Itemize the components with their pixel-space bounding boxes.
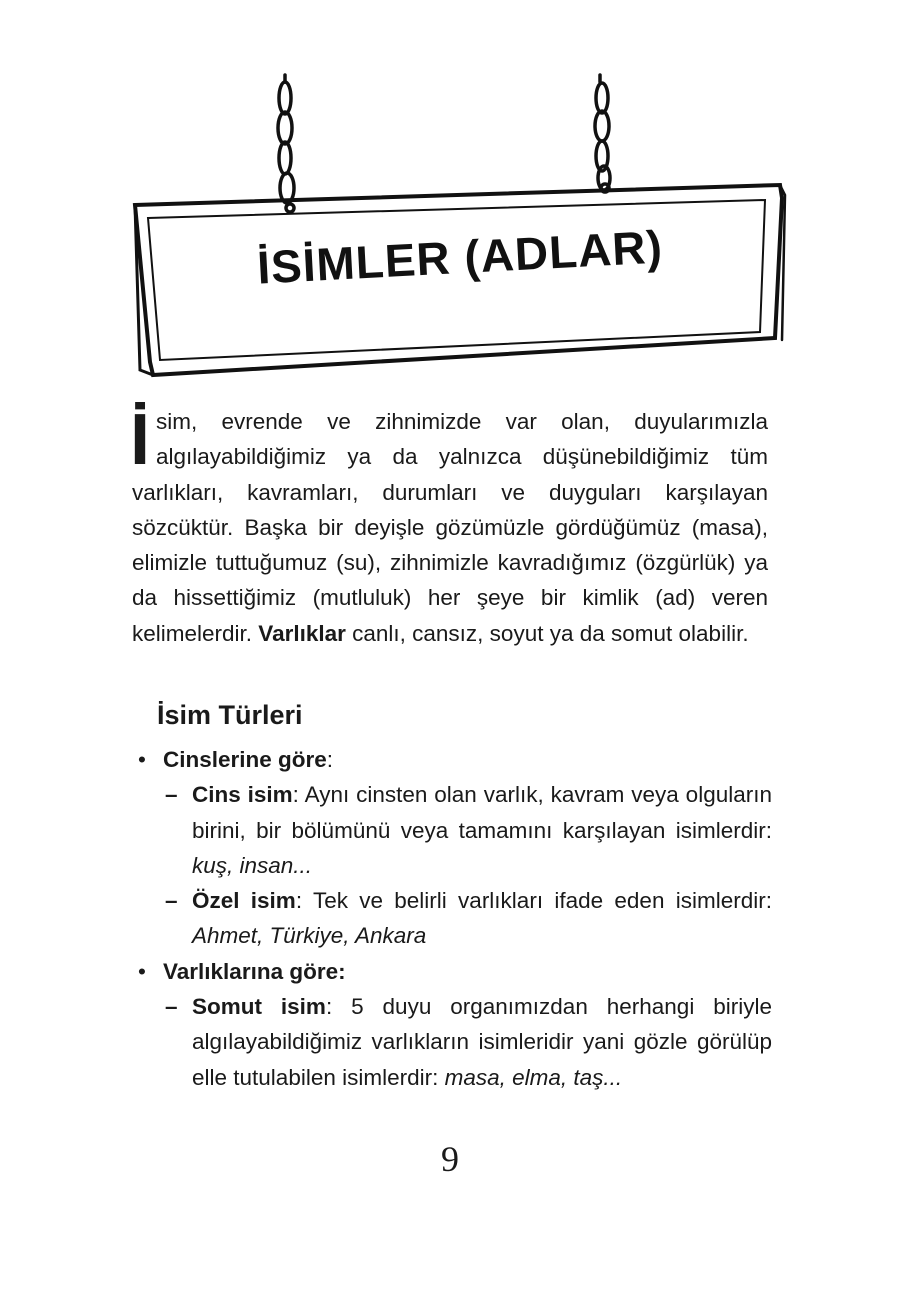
term: Cins isim [192,782,293,808]
bullet-icon: • [138,747,146,772]
dash-icon: – [165,782,178,808]
term-separator: : [295,888,303,914]
section-title: İsim Türleri [157,700,303,730]
group-suffix: : [326,747,334,772]
list-item [132,954,772,989]
intro-text-2: canlı, cansız, soyut ya da somut olabilir. [345,620,749,646]
intro-bold-term: Varlıklar [258,620,346,646]
left-chain-icon [278,75,294,212]
examples: Ahmet, Türkiye, Ankara [192,923,427,949]
hanging-sign [120,70,800,390]
dash-icon: – [165,888,178,914]
intro-text-1: sim, evrende ve zihnimizde var olan, duyularımızla algılayabildiğimiz ya da yalnızca düşünebildiğimiz tüm varlıkları, kavramları, durumları ve duyguları karşılayan sözcüktür. Başka bir deyişle gözümüzle gördüğümüz (masa), elimizle tuttuğumuz (su), zihnimizle kavradığımız (özgürlük) ya da hissettiğimiz (mutluluk) her şeye bir kimlik (ad) veren kelimelerdir. [132,409,768,646]
group-label: Varlıklarına göre: [163,958,346,984]
sub-list-item [132,883,772,954]
definition: Tek ve belirli varlıkları ifade eden isimlerdir: [302,888,772,914]
right-chain-icon [595,75,610,192]
examples: masa, elma, taş... [444,1064,623,1090]
page-number: 9 [441,1139,459,1179]
page-title: İSİMLER (ADLAR) [255,220,665,294]
group-label: Cinslerine göre [163,747,327,772]
list-item [132,742,772,777]
sub-list-item [132,777,772,883]
term-separator: : [292,782,299,808]
term: Somut isim [192,994,326,1020]
bullet-icon: • [138,958,146,984]
name-types-list [132,742,772,1095]
sub-list-item [132,989,772,1095]
drop-cap: İ [130,400,151,480]
definition: 5 duyu organımızdan herhangi biriyle algılayabildiğimiz varlıkların isimleridir yani gözle görülüp elle tutulabilen isimlerdir: [192,994,772,1090]
term: Özel isim [192,888,296,914]
intro-paragraph [130,400,768,651]
dash-icon: – [165,994,178,1020]
definition: Aynı cinsten olan varlık, kavram veya olguların birini, bir bölümünü veya tamamını karşılayan isimlerdir: [192,782,772,843]
term-separator: : [325,994,333,1020]
examples: kuş, insan... [192,852,313,878]
